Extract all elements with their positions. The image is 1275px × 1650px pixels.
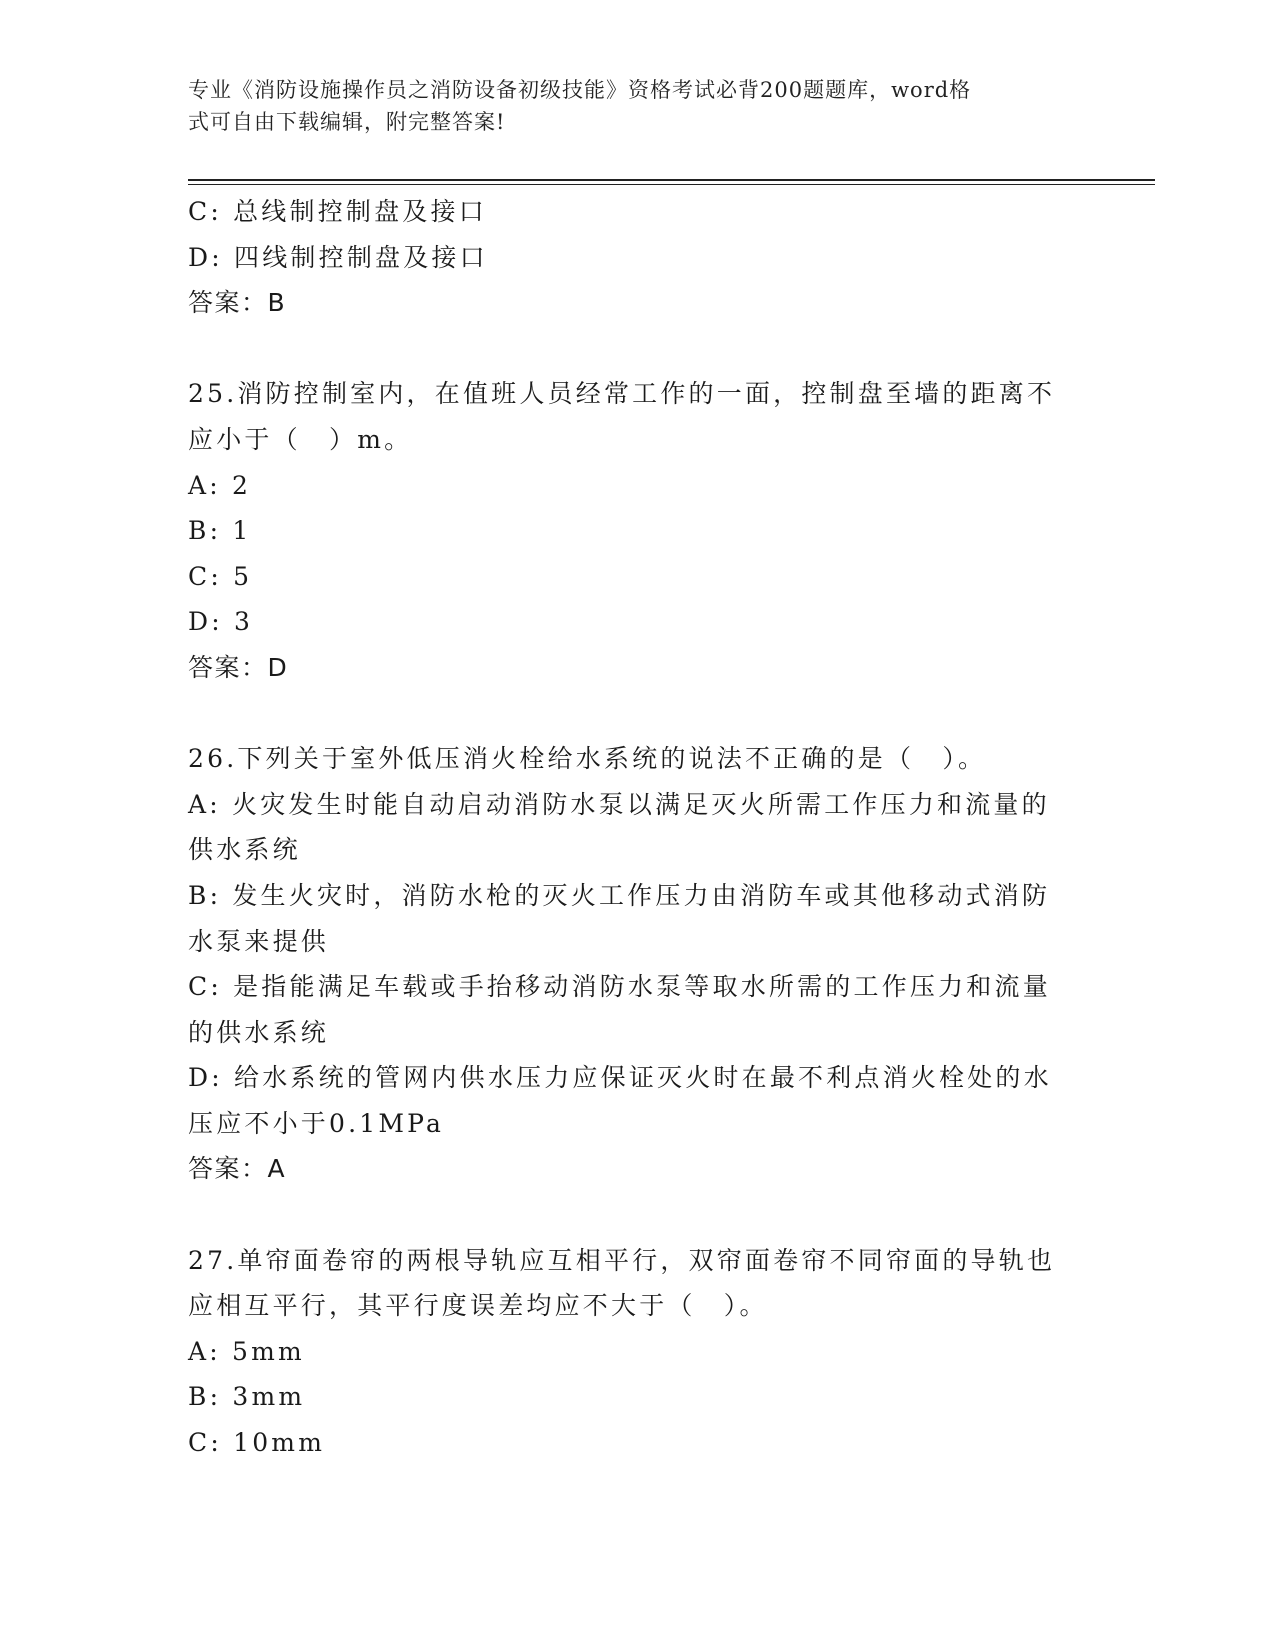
- option-d: D: 3: [188, 607, 254, 637]
- answer-label: 答案：D: [188, 652, 289, 682]
- header-line-1: 专业《消防设施操作员之消防设备初级技能》资格考试必背200题题库，word格: [188, 78, 972, 102]
- question-stem: 26.下列关于室外低压消火栓给水系统的说法不正确的是（ ）。: [188, 744, 987, 774]
- question-list: [188, 189, 1088, 1466]
- option-c: C: 是指能满足车载或手抬移动消防水泵等取水所需的工作压力和流量: [188, 972, 1051, 1002]
- option-c: C: 5: [188, 561, 253, 591]
- question-stem: 27.单帘面卷帘的两根导轨应互相平行，双帘面卷帘不同帘面的导轨也: [188, 1245, 1056, 1275]
- question-stem-continued: 应小于（ ）m。: [188, 424, 413, 454]
- header-rule-thick: [188, 179, 1155, 181]
- question-27: [188, 1238, 1088, 1466]
- option-d-continued: 压应不小于0.1MPa: [188, 1108, 445, 1138]
- option-a: A: 火灾发生时能自动启动消防水泵以满足灭火所需工作压力和流量的: [188, 789, 1050, 819]
- question-25: [188, 371, 1088, 690]
- option-b: B: 发生火灾时，消防水枪的灭火工作压力由消防车或其他移动式消防: [188, 880, 1051, 910]
- option-b: B: 3mm: [188, 1382, 306, 1412]
- option-a: A: 2: [188, 470, 252, 500]
- option-a: A: 5mm: [188, 1336, 305, 1366]
- answer-label: 答案：B: [188, 288, 287, 318]
- question-stem: 25.消防控制室内，在值班人员经常工作的一面，控制盘至墙的距离不: [188, 379, 1056, 409]
- option-d: D: 给水系统的管网内供水压力应保证灭火时在最不利点消火栓处的水: [188, 1063, 1052, 1093]
- option-c: C: 总线制控制盘及接口: [188, 197, 487, 226]
- answer-label: 答案：A: [188, 1154, 287, 1184]
- question-24: [188, 189, 1088, 326]
- question-26: [188, 736, 1088, 1192]
- spacer: [188, 1192, 1088, 1238]
- option-c: C: 10mm: [188, 1428, 326, 1458]
- option-b: B: 1: [188, 516, 252, 546]
- option-b-continued: 水泵来提供: [188, 926, 330, 956]
- option-a-continued: 供水系统: [188, 835, 301, 865]
- header-line-2: 式可自由下载编辑，附完整答案!: [188, 110, 506, 134]
- question-stem-continued: 应相互平行，其平行度误差均应不大于（ ）。: [188, 1291, 768, 1321]
- spacer: [188, 691, 1088, 737]
- option-c-continued: 的供水系统: [188, 1017, 330, 1047]
- spacer: [188, 326, 1088, 372]
- document-header: [188, 74, 1068, 138]
- header-rule-thin: [188, 184, 1155, 185]
- option-d: D: 四线制控制盘及接口: [188, 242, 488, 272]
